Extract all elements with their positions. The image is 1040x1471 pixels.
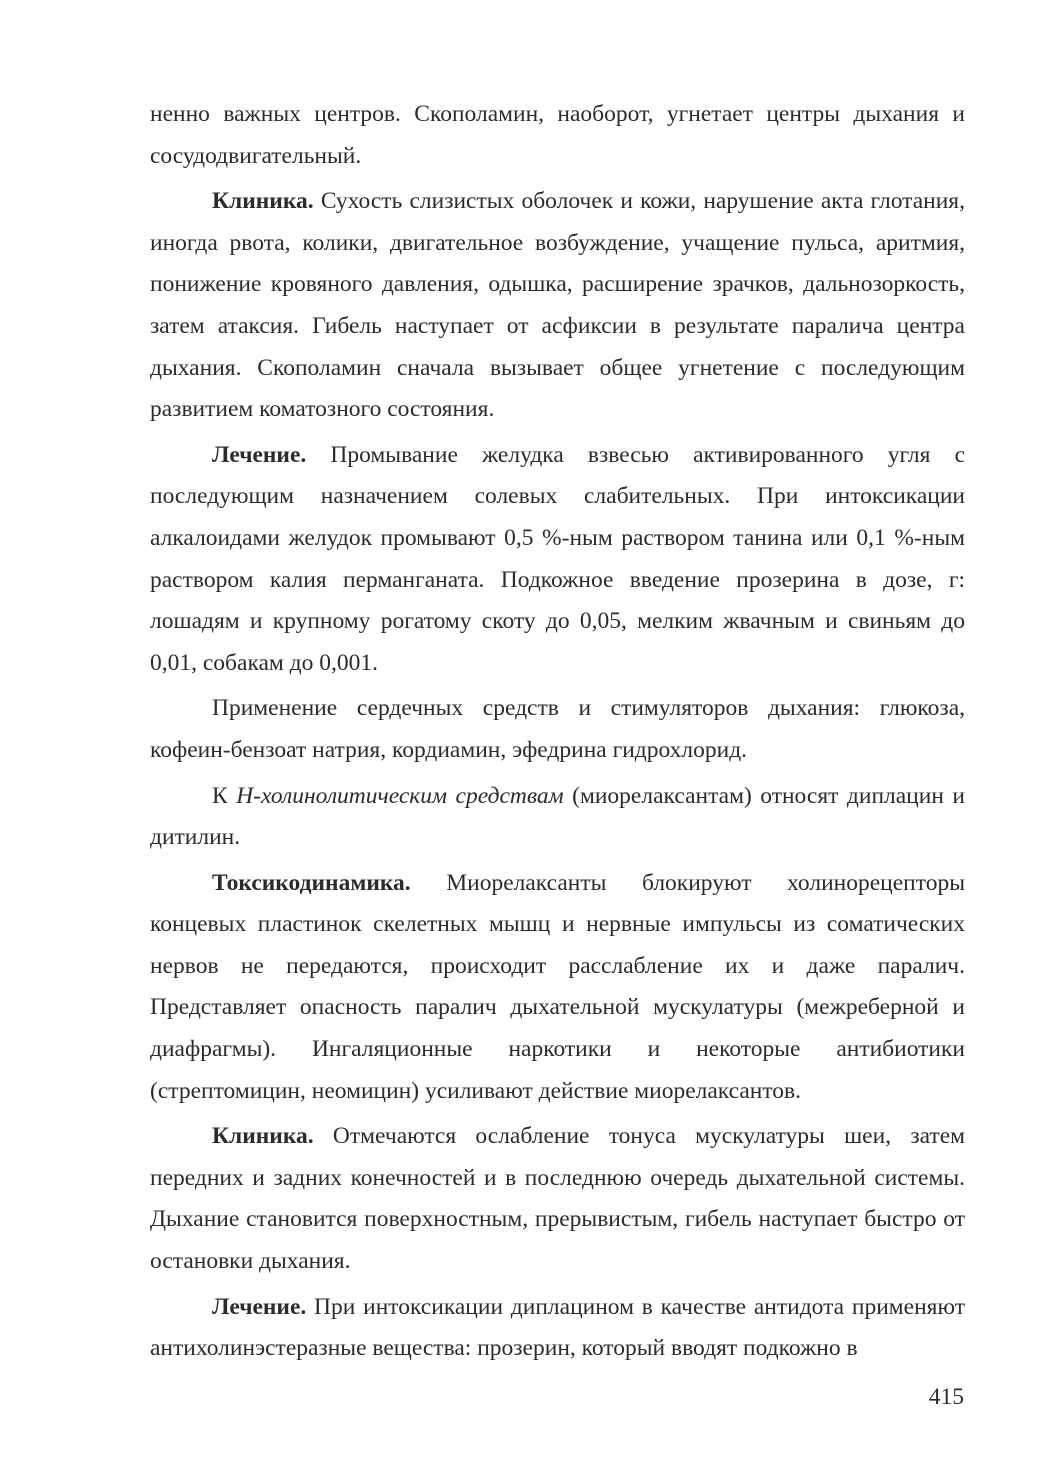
paragraph-text: Миорелаксанты блокируют холинорецепторы концевых пластинок скелетных мышц и нервные импульсы из соматических нервов не передаются, происходит расслабление их и даже паралич. Представляет опасность паралич дыхательной мускулатуры (межреберной и диафрагмы). Ингаляционные наркотики и некоторые антибиотики (стрептомицин, неомицин) усиливают действие миорелаксантов. xyxy=(150,869,965,1104)
paragraph-text: Сухость слизистых оболочек и кожи, нарушение акта глотания, иногда рвота, колики, двигательное возбуждение, учащение пульса, аритмия, понижение кровяного давления, одышка, расширение зрачков, дальнозоркость, затем атаксия. Гибель наступает от асфиксии в результате паралича центра дыхания. Скополамин сначала вызывает общее угнетение с последующим развитием коматозного состояния. xyxy=(150,188,965,423)
section-label-clinic: Клиника. xyxy=(212,188,314,215)
section-label-clinic: Клиника. xyxy=(212,1123,314,1150)
section-label-toxicodynamics: Токсикодинамика. xyxy=(212,869,411,896)
paragraph-stimulants xyxy=(150,688,965,771)
paragraph-text: (миорелаксантам) относят диплацин и дитилин. xyxy=(150,782,965,851)
page-number: 415 xyxy=(928,1384,964,1410)
section-label-treatment: Лечение. xyxy=(212,441,307,468)
paragraph-clinic-2 xyxy=(150,1116,965,1282)
paragraph-toxicodynamics xyxy=(150,863,965,1113)
section-label-treatment: Лечение. xyxy=(212,1293,307,1320)
paragraph-text: Отмечаются ослабление тонуса мускулатуры шеи, затем передних и задних конечностей и в последнюю очередь дыхательной системы. Дыхание становится поверхностным, прерывистым, гибель наступает быстро от остановки дыхания. xyxy=(150,1123,965,1275)
italic-term: Н-холинолитическим средствам xyxy=(236,782,564,809)
paragraph-text: При интоксикации диплацином в качестве антидота применяют антихолинэстеразные вещества: прозерин, который вводят подкожно в xyxy=(150,1293,965,1362)
paragraph-text: Применение сердечных средств и стимуляторов дыхания: глюкоза, кофеин-бензоат натрия, кордиамин, эфедрина гидрохлорид. xyxy=(150,695,965,763)
paragraph-text: ненно важных центров. Скополамин, наоборот, угнетает центры дыхания и сосудодвигательный. xyxy=(150,101,965,169)
paragraph-continuation xyxy=(150,94,965,177)
page-body xyxy=(150,94,965,1370)
paragraph-clinic-1 xyxy=(150,181,965,431)
paragraph-text-prefix: К xyxy=(212,782,237,809)
paragraph-h-cholinolytics xyxy=(150,776,965,859)
paragraph-text: Промывание желудка взвесью активированного угля с последующим назначением солевых слабительных. При интоксикации алкалоидами желудок промывают 0,5 %-ным раствором танина или 0,1 %-ным раствором калия перманганата. Подкожное введение прозерина в дозе, г: лошадям и крупному рогатому скоту до 0,05, мелким жвачным и свиньям до 0,01, собакам до 0,001. xyxy=(150,441,965,676)
paragraph-treatment-1 xyxy=(150,435,965,685)
paragraph-treatment-2 xyxy=(150,1287,965,1370)
